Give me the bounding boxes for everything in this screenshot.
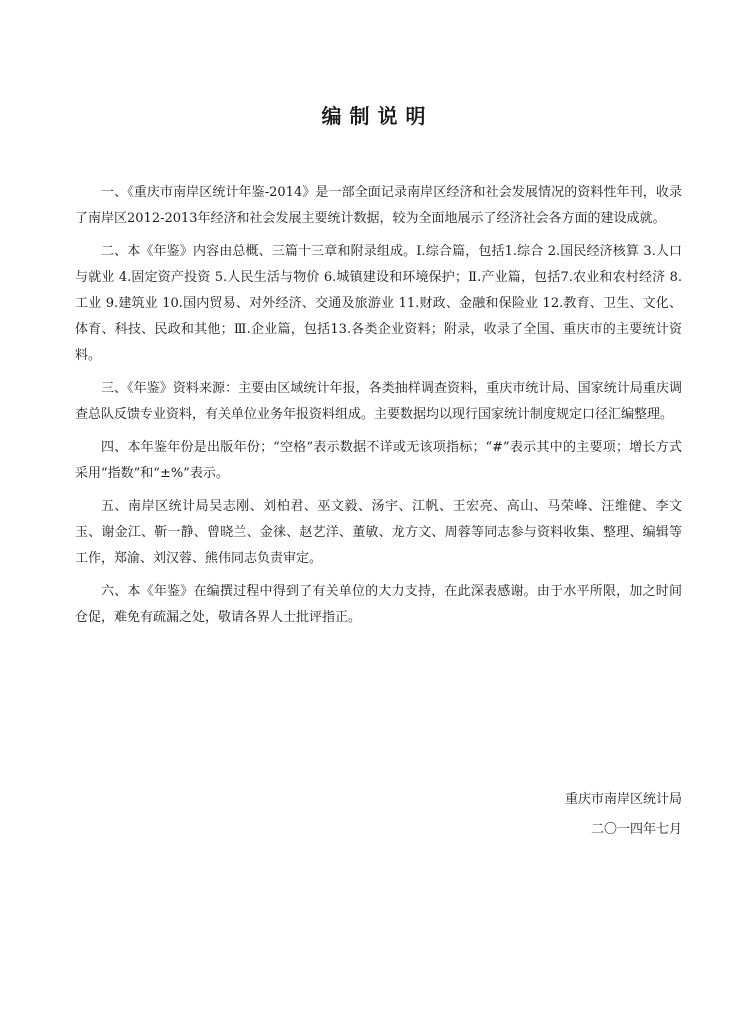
- paragraph-6: 六、本《年鉴》在编撰过程中得到了有关单位的大力支持，在此深表感谢。由于水平所限，加之时间仓促，难免有疏漏之处，敬请各界人士批评指正。: [75, 584, 682, 625]
- paragraph-5: 五、南岸区统计局吴志刚、刘柏君、巫文毅、汤宇、江帆、王宏亮、高山、马荣峰、汪维健、李文玉、谢金江、靳一静、曾晓兰、金徕、赵艺洋、董敏、龙方文、周蓉等同志参与资料收集、整理、编辑等工作，郑渝、刘汉蓉、熊伟同志负责审定。: [75, 499, 682, 566]
- paragraph-3: 三、《年鉴》资料来源：主要由区域统计年报，各类抽样调查资料，重庆市统计局、国家统计局重庆调查总队反馈专业资料，有关单位业务年报资料组成。主要数据均以现行国家统计制度规定口径汇编整理。: [75, 381, 682, 422]
- signature-organization: 重庆市南岸区统计局: [564, 792, 682, 807]
- document-body: [75, 180, 682, 638]
- signature-date: 二〇一四年七月: [590, 822, 682, 837]
- paragraph-4: 四、本年鉴年份是出版年份；“空格”表示数据不详或无该项指标；“#”表示其中的主要项；增长方式采用“指数”和“±%”表示。: [75, 440, 682, 481]
- paragraph-1: 一、《重庆市南岸区统计年鉴-2014》是一部全面记录南岸区经济和社会发展情况的资料性年刊，收录了南岸区2012-2013年经济和社会发展主要统计数据，较为全面地展示了经济社会各方面的建设成就。: [75, 185, 682, 226]
- paragraph-2: 二、本《年鉴》内容由总概、三篇十三章和附录组成。Ⅰ.综合篇，包括1.综合 2.国民经济核算 3.人口与就业 4.固定资产投资 5.人民生活与物价 6.城镇建设和环境保护；Ⅱ.产业篇，包括7.农业和农村经济 8.工业 9.建筑业 10.国内贸易、对外经济、交通及旅游业 11.财政、金融和保险业 12.教育、卫生、文化、体育、科技、民政和其他；Ⅲ.企业篇，包括13.各类企业资料；附录，收录了全国、重庆市的主要统计资料。: [75, 244, 682, 363]
- page-title: 编制说明: [321, 104, 434, 128]
